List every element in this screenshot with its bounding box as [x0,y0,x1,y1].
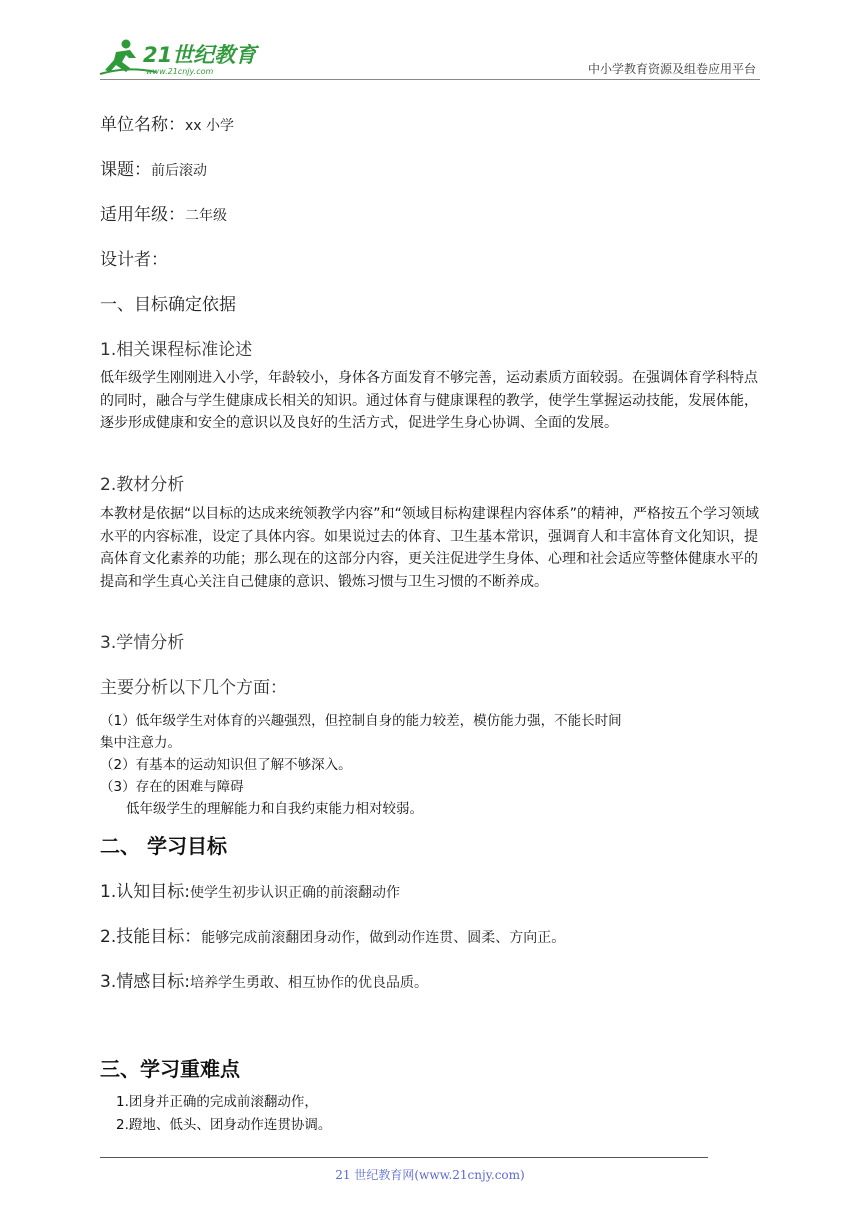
grade-label: 适用年级： [100,205,185,225]
topic-value: 前后滚动 [151,163,207,179]
site-logo [96,36,266,80]
key-point-2: 2.蹬地、低头、团身动作连贯协调。 [116,1117,332,1133]
footer-divider [100,1157,708,1158]
goal-skill [100,922,565,947]
section2-title: 二、 学习目标 [100,834,227,858]
unit-name-label: 单位名称： [100,115,185,135]
grade-row [100,200,227,225]
goal-cognitive [100,877,400,902]
goal-affective [100,967,428,992]
footer-text: 21 世纪教育网(www.21cnjy.com) [335,1168,525,1182]
section3-title: 三、学习重难点 [100,1057,240,1081]
learner-item-1-line-1: （1）低年级学生对体育的兴趣强烈，但控制自身的能力较差，模仿能力强，不能长时间 [100,713,622,729]
learner-subtitle: 3.学情分析 [100,633,185,653]
header-platform-name: 中小学教育资源及组卷应用平台 [587,62,756,76]
logo-text: 21世纪教育 [143,43,257,67]
unit-name-value: xx 小学 [185,118,235,134]
material-subtitle: 2.教材分析 [100,475,185,495]
goal-affective-label: 3.情感目标: [100,972,190,992]
goal-cognitive-text: 使学生初步认识正确的前滚翻动作 [189,885,400,901]
runner-logo-icon [96,36,266,80]
key-point-1: 1.团身并正确的完成前滚翻动作， [116,1094,318,1110]
goal-affective-text: 培养学生勇敢、相互协作的优良品质。 [189,975,428,991]
learner-item-2: （2）有基本的运动知识但了解不够深入。 [100,757,352,773]
goal-skill-text: 能够完成前滚翻团身动作，做到动作连贯、圆柔、方向正。 [201,930,566,946]
logo-url: www.21cnjy.com [146,67,214,76]
grade-value: 二年级 [185,208,227,224]
goal-cognitive-label: 1.认知目标: [100,882,190,902]
designer-label: 设计者： [100,250,168,270]
header-divider [100,79,760,80]
section1-title: 一、目标确定依据 [100,295,236,315]
learner-intro: 主要分析以下几个方面： [100,678,287,698]
learner-item-1-line-2: 集中注意力。 [100,735,181,751]
topic-label: 课题： [100,160,151,180]
material-paragraph: 本教材是依据“以目标的达成来统领教学内容”和“领域目标构建课程内容体系”的精神，严格按五个学习领域水平的内容标准，设定了具体内容。如果说过去的体育、卫生基本常识，强调育人和丰富体育文化知识，提高体育文化素养的功能；那么现在的这部分内容，更关注促进学生身体、心理和社会适应等整体健康水平的提高和学生真心关注自己健康的意识、锻炼习惯与卫生习惯的不断养成。 [100,506,760,590]
standards-paragraph: 低年级学生刚刚进入小学，年龄较小，身体各方面发育不够完善，运动素质方面较弱。在强调体育学科特点的同时，融合与学生健康成长相关的知识。通过体育与健康课程的教学，使学生掌握运动技能，发展体能，逐步形成健康和安全的意识以及良好的生活方式，促进学生身心协调、全面的发展。 [100,370,758,431]
learner-item-3-detail: 低年级学生的理解能力和自我约束能力相对较弱。 [126,801,423,817]
learner-item-3: （3）存在的困难与障碍 [100,779,244,795]
topic-row [100,155,207,180]
standards-subtitle: 1.相关课程标准论述 [100,340,253,360]
goal-skill-label: 2.技能目标： [100,927,202,947]
unit-name-row [100,110,234,135]
